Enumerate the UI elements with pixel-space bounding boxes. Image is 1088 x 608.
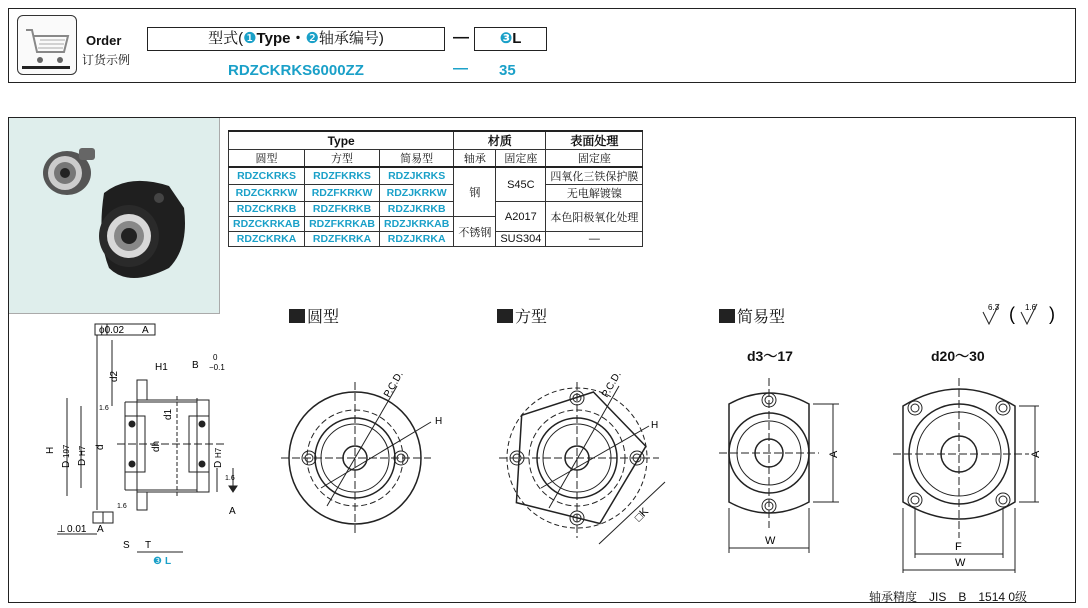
- num-1: ❶: [243, 30, 257, 47]
- th-seat: 固定座: [496, 150, 546, 168]
- dim-dh-fit: H7: [214, 447, 223, 458]
- dim-d-inner: d: [95, 444, 106, 450]
- product-photo: [9, 118, 220, 314]
- l-text: L: [512, 30, 522, 47]
- example-l: 35: [499, 62, 516, 79]
- datum-a-perp: A: [97, 524, 104, 535]
- table-cell: RDZCKRKA: [229, 232, 305, 247]
- seat-sus304: SUS304: [496, 232, 546, 247]
- dim-b-tol-dn: −0.1: [209, 363, 225, 372]
- surface-3: 本色阳极氧化处理: [546, 202, 643, 232]
- order-label: Order: [86, 33, 122, 48]
- square-bullet-icon: [719, 309, 735, 323]
- bearing-stainless: 不锈钢: [454, 217, 496, 247]
- order-sub-label: 订货示例: [82, 53, 131, 67]
- paren-close: ): [1049, 304, 1055, 324]
- perp-symbol: ⊥: [57, 524, 66, 535]
- surface-finish-right: 1.6: [225, 475, 235, 482]
- round-pcd-label: P.C.D.: [382, 369, 406, 400]
- table-cell: RDZFKRKB: [305, 202, 380, 217]
- round-h-label: H: [435, 416, 443, 427]
- roughness-value: 6.3: [988, 303, 1000, 312]
- simple-large-range: d20～30: [931, 348, 985, 364]
- bearing-steel: 钢: [454, 167, 496, 217]
- bearing-accuracy-note: 轴承精度 JIS B 1514 0级: [869, 590, 1028, 604]
- section-simple-title: 简易型: [719, 304, 785, 327]
- square-bullet-icon: [497, 309, 513, 323]
- example-code: RDZCKRKS6000ZZ: [228, 62, 364, 79]
- dim-b-tol-up: 0: [213, 353, 218, 362]
- section-round-title: 圆型: [289, 304, 339, 327]
- dim-l: L: [165, 556, 172, 567]
- paren-open: (: [1009, 304, 1015, 324]
- table-cell: RDZFKRKA: [305, 232, 380, 247]
- table-cell: RDZCKRKAB: [229, 217, 305, 232]
- simple-large-w: W: [955, 557, 966, 569]
- table-cell: RDZFKRKAB: [305, 217, 380, 232]
- th-square: 方型: [305, 150, 380, 168]
- surface-1: 四氧化三铁保护膜: [546, 167, 643, 185]
- th-round: 圆型: [229, 150, 305, 168]
- table-cell: RDZJKRKB: [380, 202, 454, 217]
- dim-d: D: [61, 460, 72, 468]
- square-pcd-label: P.C.D.: [600, 369, 624, 400]
- type-material-table: [228, 130, 643, 247]
- surface-finish-bottom: 1.6: [117, 503, 127, 510]
- table-cell: RDZJKRKW: [380, 185, 454, 202]
- surface-finish-left: 1.6: [99, 405, 109, 412]
- table-cell: RDZFKRKS: [305, 167, 380, 185]
- product-spec-box: [8, 117, 1076, 603]
- square-bullet-icon: [289, 309, 305, 323]
- num-2: ❷: [305, 30, 319, 47]
- type-field-prefix: 型式(: [208, 30, 244, 47]
- table-cell: RDZCKRKB: [229, 202, 305, 217]
- dim-d1-outer: D: [77, 458, 88, 466]
- table-cell: RDZJKRKS: [380, 167, 454, 185]
- example-dash: —: [453, 60, 468, 77]
- dim-h1: H1: [155, 362, 168, 373]
- roughness-value-2: 1.6: [1025, 303, 1037, 312]
- table-cell: RDZCKRKS: [229, 167, 305, 185]
- th-surface-seat: 固定座: [546, 150, 643, 168]
- table-cell: RDZCKRKW: [229, 185, 305, 202]
- dash: —: [453, 29, 469, 46]
- dim-d-fit: 197: [62, 444, 71, 458]
- dim-h: H: [45, 446, 56, 454]
- th-bearing: 轴承: [454, 150, 496, 168]
- dim-dh: dh: [151, 440, 162, 452]
- dim-dh-outer: D: [213, 460, 224, 468]
- simple-large-view: [889, 368, 1059, 580]
- type-field: [147, 27, 445, 51]
- square-k-label: □K: [632, 505, 652, 525]
- concentricity-value: ϕ0.02: [99, 325, 125, 336]
- th-simple: 简易型: [380, 150, 454, 168]
- simple-large-a: A: [1030, 450, 1042, 458]
- surface-2: 无电解镀镍: [546, 185, 643, 202]
- surface-4: —: [546, 232, 643, 247]
- square-h-label: H: [651, 420, 659, 431]
- perp-value: 0.01: [67, 524, 87, 535]
- simple-small-view: [709, 368, 849, 558]
- dim-s: S: [123, 540, 130, 551]
- datum-a-top: A: [142, 325, 149, 336]
- round-front-view: [271, 338, 461, 538]
- table-cell: RDZJKRKAB: [380, 217, 454, 232]
- seat-a2017: A2017: [496, 202, 546, 232]
- th-type: Type: [229, 131, 454, 150]
- square-front-view: [489, 338, 689, 558]
- simple-small-w: W: [765, 535, 776, 547]
- order-example-box: [8, 8, 1076, 83]
- table-cell: RDZFKRKW: [305, 185, 380, 202]
- th-surface: 表面处理: [546, 131, 643, 150]
- dim-t: T: [145, 540, 152, 551]
- dim-l-num: ❸: [153, 556, 162, 567]
- th-material: 材质: [454, 131, 546, 150]
- shopping-cart-icon: [17, 15, 77, 75]
- table-cell: RDZJKRKA: [380, 232, 454, 247]
- section-square-title: 方型: [497, 304, 547, 327]
- dim-d1-fit: H7: [78, 445, 87, 456]
- side-section-drawing: [37, 320, 262, 572]
- simple-small-a: A: [828, 450, 840, 458]
- l-field: [474, 27, 547, 51]
- datum-a-bottom: A: [229, 506, 236, 517]
- num-3: ❸: [499, 30, 513, 47]
- seat-s45c: S45C: [496, 167, 546, 202]
- dim-d1: d1: [163, 408, 174, 420]
- dim-b: B: [192, 360, 199, 371]
- bearing-text: 轴承编号): [318, 30, 384, 47]
- dim-d2: d2: [109, 370, 120, 382]
- simple-large-f: F: [955, 541, 962, 553]
- surface-roughness-symbol: [969, 298, 1069, 332]
- type-text: Type・: [256, 30, 306, 47]
- simple-small-range: d3～17: [747, 348, 793, 364]
